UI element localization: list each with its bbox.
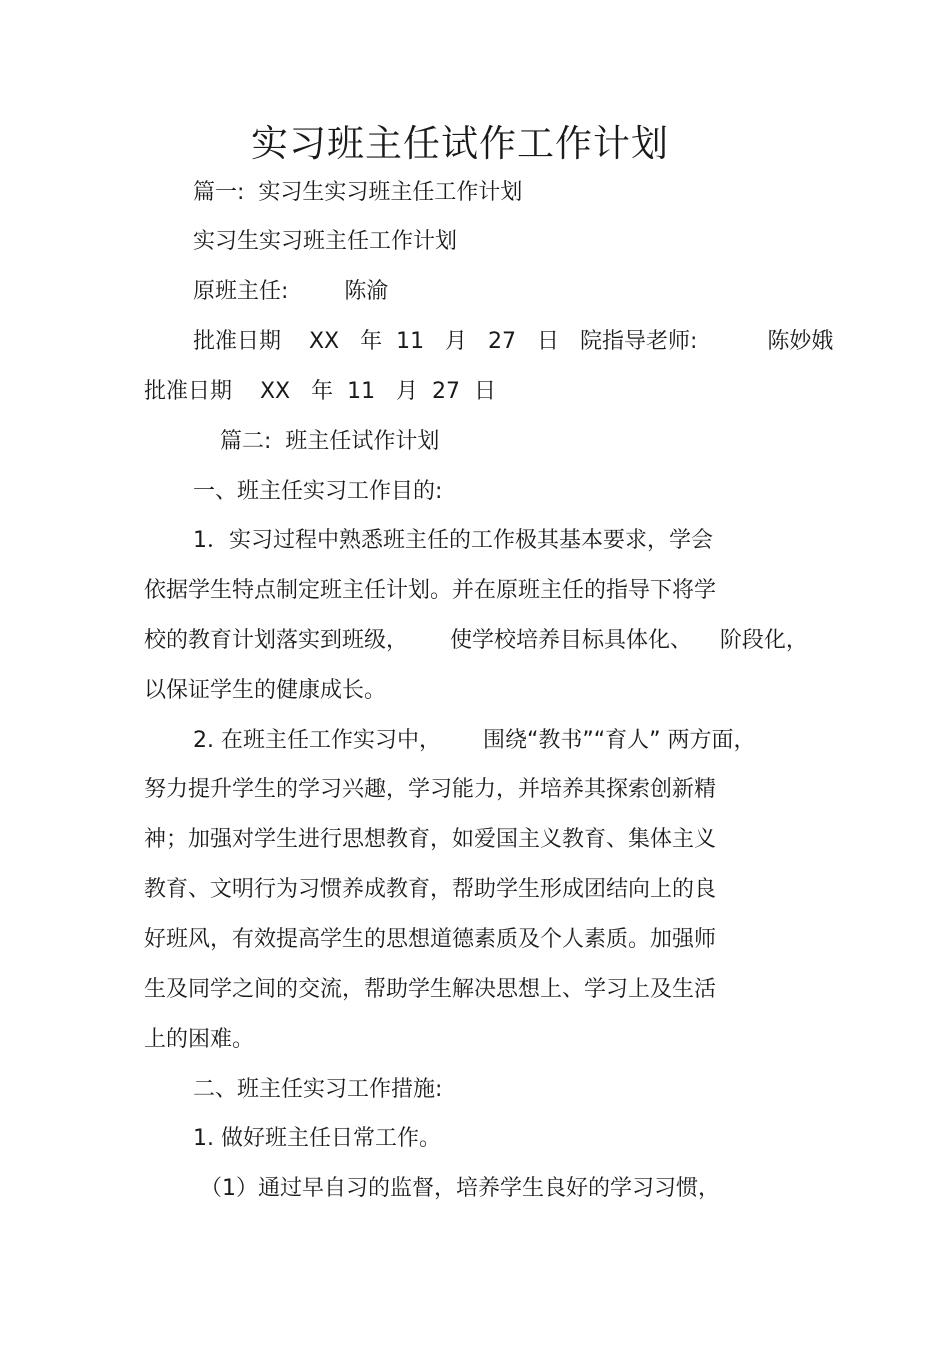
text-line: 生及同学之间的交流，帮助学生解决思想上、学习上及生活 [144, 977, 717, 1002]
text-line: （1）通过早自习的监督，培养学生良好的学习习惯， [200, 1176, 720, 1201]
text-line: 神；加强对学生进行思想教育，如爱国主义教育、集体主义 [144, 827, 717, 852]
document-title: 实习班主任试作工作计划 [251, 122, 669, 165]
text-line: 校的教育计划落实到班级， 使学校培养目标具体化、 阶段化， [144, 628, 808, 653]
text-line: 1．实习过程中熟悉班主任的工作极其基本要求，学会 [193, 528, 713, 553]
text-line: 教育、文明行为习惯养成教育，帮助学生形成团结向上的良 [144, 877, 717, 902]
text-line: 以保证学生的健康成长。 [144, 678, 387, 703]
text-line: 努力提升学生的学习兴趣，学习能力，并培养其探索创新精 [144, 777, 717, 802]
text-line: 篇一: 实习生实习班主任工作计划 [193, 180, 523, 205]
text-line: 篇二: 班主任试作计划 [220, 429, 440, 454]
text-line: 批准日期 XX 年 11 月 27 日 院指导老师: 陈妙娥 [193, 329, 834, 354]
text-line: 批准日期 XX 年 11 月 27 日 [144, 379, 497, 404]
text-line: 一、班主任实习工作目的: [193, 479, 443, 504]
text-line: 二、班主任实习工作措施: [193, 1077, 443, 1102]
text-line: 依据学生特点制定班主任计划。并在原班主任的指导下将学 [144, 578, 717, 603]
text-line: 2. 在班主任工作实习中， 围绕“教书”“育人” 两方面， [193, 728, 756, 753]
text-line: 上的困难。 [144, 1027, 255, 1052]
text-line: 实习生实习班主任工作计划 [193, 229, 458, 254]
text-line: 原班主任: 陈渝 [193, 279, 389, 304]
text-line: 好班风，有效提高学生的思想道德素质及个人素质。加强师 [144, 927, 717, 952]
text-line: 1. 做好班主任日常工作。 [193, 1126, 441, 1151]
